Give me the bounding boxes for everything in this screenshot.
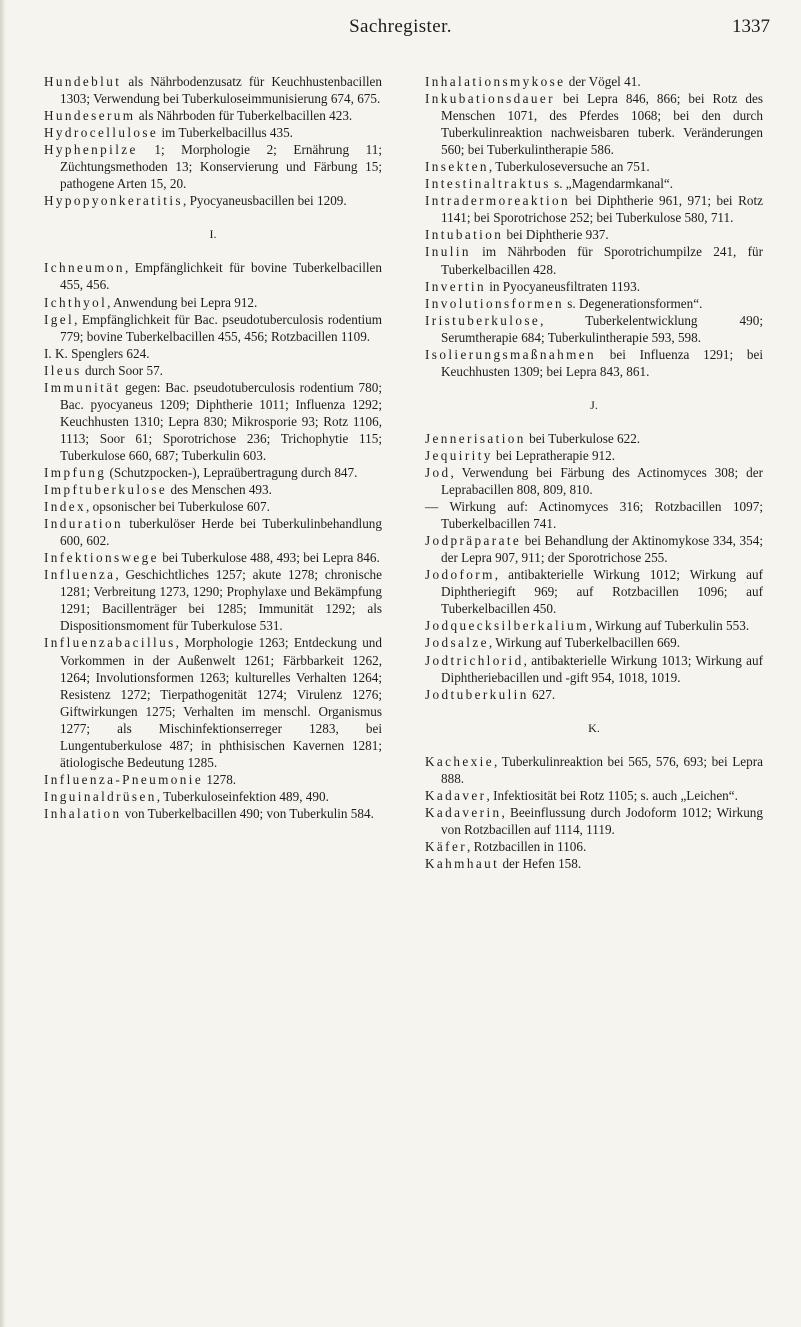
index-keyword: Influenza-Pneumonie <box>44 771 204 787</box>
index-keyword: Influenzabacillus <box>44 635 176 651</box>
index-keyword: Jodtrichlorid <box>425 652 524 668</box>
index-entry <box>44 379 382 464</box>
index-entry <box>44 362 382 379</box>
index-keyword: Jodsalze <box>425 635 489 651</box>
index-keyword: Jodtuberkulin <box>425 686 529 702</box>
index-keyword: Isolierungsmaßnahmen <box>425 346 597 362</box>
index-entry <box>425 787 763 804</box>
index-entry <box>44 107 382 124</box>
index-keyword: Jodoform <box>425 567 495 583</box>
index-keyword: Invertin <box>425 278 486 294</box>
index-references: bei Tuberkulose 622. <box>525 430 641 446</box>
index-entry <box>44 345 382 362</box>
index-references: von Tuberkelbacillen 490; von Tuberkulin 584. <box>121 805 374 821</box>
index-entry <box>425 175 763 192</box>
index-entry <box>425 804 763 838</box>
index-references: , antibakterielle Wirkung 1012; Wirkung auf Diphtheriegift 969; auf Rotzbacillen 1096; auf Tuberkelbacillen 450. <box>441 567 763 617</box>
index-references: bei Tuberkulose 488, 493; bei Lepra 846. <box>158 550 380 566</box>
index-entry <box>425 158 763 175</box>
index-references: s. Degenerationsformen“. <box>563 295 703 311</box>
index-entry <box>44 566 382 634</box>
index-references: , Infektiosität bei Rotz 1105; s. auch „Leichen“. <box>486 787 738 803</box>
index-references: , Beeinflussung durch Jodoform 1012; Wirkung von Rotzbacillen auf 1114, 1119. <box>441 804 763 837</box>
index-references: , Pyocyaneusbacillen bei 1209. <box>182 193 347 209</box>
index-references: , antibakterielle Wirkung 1013; Wirkung auf Diphtheriebacillen und -gift 954, 1018, 1019. <box>441 652 763 685</box>
index-references: , Tuberkuloseversuche an 751. <box>488 159 650 175</box>
index-entry <box>44 481 382 498</box>
page-header <box>0 0 801 60</box>
index-keyword: Ichthyol <box>44 294 108 310</box>
index-references: bei Behandlung der Aktinomykose 334, 354; der Lepra 907, 911; der Sporotrichose 255. <box>441 533 763 566</box>
index-keyword: Inkubationsdauer <box>425 91 555 107</box>
index-references: , Tuberkuloseinfektion 489, 490. <box>156 788 329 804</box>
index-entry <box>425 278 763 295</box>
index-entry <box>425 73 763 90</box>
index-entry <box>44 464 382 481</box>
index-keyword: Involutionsformen <box>425 295 564 311</box>
index-entry <box>44 515 382 549</box>
index-keyword: Inhalation <box>44 805 122 821</box>
index-keyword: Intubation <box>425 227 504 243</box>
index-keyword: Iristuberkulose <box>425 312 541 328</box>
index-references: des Menschen 493. <box>167 482 272 498</box>
index-entry <box>425 532 763 566</box>
index-entry <box>425 753 763 787</box>
index-entry <box>425 838 763 855</box>
index-entry <box>425 634 763 651</box>
index-references: gegen: Bac. pseudotuberculosis rodentium 780; Bac. pyocyaneus 1209; Diphtherie 1011; Influenza 1292; Keuchhusten 1310; Lepra 830; Mikrosporie 93; Rotz 1106, 1113; Soor 61; Sporotrichose 236; Trichophytie 115; Tuberkulose 660, 687; Tuberkulin 603. <box>60 379 382 463</box>
index-references: , Tuberkelentwicklung 490; Serumtherapie 684; Tuberkulintherapie 593, 598. <box>441 312 763 345</box>
index-references: im Tuberkelbacillus 435. <box>158 125 293 141</box>
index-entry <box>425 652 763 686</box>
index-references: bei Diphtherie 961, 971; bei Rotz 1141; bei Sporotrichose 252; bei Tuberkulose 580, 711. <box>441 193 763 226</box>
index-references: der Hefen 158. <box>499 855 582 871</box>
index-entry <box>425 192 763 226</box>
index-references: 627. <box>528 686 556 702</box>
index-keyword: Insekten <box>425 159 489 175</box>
index-keyword: Inguinaldrüsen <box>44 788 157 804</box>
index-entry <box>425 243 763 277</box>
page-number: 1337 <box>732 16 770 37</box>
index-entry <box>44 788 382 805</box>
index-entry <box>44 311 382 345</box>
index-entry <box>44 549 382 566</box>
index-entry <box>44 294 382 311</box>
index-references: durch Soor 57. <box>81 362 163 378</box>
index-references: I. K. Spenglers 624. <box>44 345 150 361</box>
index-entry <box>425 617 763 634</box>
page-edge-shadow <box>0 0 6 1327</box>
index-keyword: Immunität <box>44 379 121 395</box>
index-keyword: Kadaverin <box>425 804 502 820</box>
index-entry <box>425 566 763 617</box>
index-entry <box>425 498 763 532</box>
index-references: , Anwendung bei Lepra 912. <box>107 294 258 310</box>
index-keyword: Influenza <box>44 567 116 583</box>
index-keyword: Inulin <box>425 244 471 260</box>
index-keyword: Impfung <box>44 464 107 480</box>
index-column-right <box>425 73 763 872</box>
index-references: tuberkulöser Herde bei Tuberkulinbehandlung 600, 602. <box>60 516 382 549</box>
index-entry <box>44 498 382 515</box>
index-keyword: Hyphenpilze <box>44 142 138 158</box>
index-keyword: Intestinaltraktus <box>425 176 551 192</box>
index-references: , Empfänglichkeit für bovine Tuberkelbacillen 455, 456. <box>60 260 382 293</box>
section-letter: K. <box>588 720 600 735</box>
index-entry <box>44 124 382 141</box>
index-references: bei Lepratherapie 912. <box>492 447 616 463</box>
index-keyword: Inhalationsmykose <box>425 74 566 89</box>
index-keyword: Hydrocellulose <box>44 125 159 141</box>
index-references: in Pyocyaneusfiltraten 1193. <box>485 278 641 294</box>
page-title: Sachregister. <box>349 16 452 37</box>
index-references: , Morphologie 1263; Entdeckung und Vorkommen in der Außenwelt 1261; Färbbarkeit 1262, 1264; Involutionsformen 1263; kulturelles Verhalten 1264; Resistenz 1272; Tierpathogenität 1274; Virulenz 1276; Giftwirkungen 1275; Verhalten im menschl. Organismus 1277; als Mischinfektionserreger 1283, bei Lungentuberkulose 487; in phthisischen Kavernen 1281; ätiologische Bedeutung 1285. <box>60 635 382 770</box>
index-entry <box>425 430 763 447</box>
index-references: — Wirkung auf: Actinomyces 316; Rotzbacillen 1097; Tuberkelbacillen 741. <box>425 499 763 532</box>
index-references: der Vögel 41. <box>565 74 641 89</box>
index-keyword: Käfer <box>425 838 468 854</box>
index-references: (Schutzpocken-), Lepraübertragung durch 847. <box>106 464 358 480</box>
index-entry <box>425 464 763 498</box>
index-references: , Tuberkulinreaktion bei 565, 576, 693; bei Lepra 888. <box>441 753 763 786</box>
index-references: , opsonischer bei Tuberkulose 607. <box>86 499 270 515</box>
index-entry <box>44 73 382 107</box>
index-keyword: Jequirity <box>425 447 493 463</box>
index-references: bei Lepra 846, 866; bei Rotz des Menschen 1071, des Pferdes 1068; bei den durch Tuberkulinreaktion nachweisbaren tuberk. Veränderungen 560; bei Tuberkulintherapie 586. <box>441 91 763 158</box>
index-keyword: Kadaver <box>425 787 487 803</box>
index-keyword: Jodpräparate <box>425 533 522 549</box>
index-references: s. „Magendarmkanal“. <box>550 176 674 192</box>
index-keyword: Induration <box>44 516 123 532</box>
index-keyword: Jod <box>425 464 451 480</box>
index-entry <box>44 141 382 192</box>
index-entry <box>425 295 763 312</box>
index-entry <box>44 259 382 293</box>
index-keyword: Kahmhaut <box>425 855 500 871</box>
index-keyword: Hundeblut <box>44 74 122 89</box>
index-entry <box>425 312 763 346</box>
index-entry <box>44 192 382 209</box>
index-entry <box>425 447 763 464</box>
index-entry <box>44 805 382 822</box>
index-references: , Verwendung bei Färbung des Actinomyces 308; der Leprabacillen 808, 809, 810. <box>441 464 763 498</box>
index-references: , Wirkung auf Tuberkelbacillen 669. <box>488 635 681 651</box>
index-keyword: Ichneumon <box>44 260 125 276</box>
index-entry <box>44 634 382 770</box>
index-keyword: Igel <box>44 311 75 327</box>
index-references: 1; Morphologie 2; Ernährung 11; Züchtungsmethoden 13; Konservierung und Färbung 15; pathogene Arten 15, 20. <box>60 142 382 192</box>
index-references: , Empfänglichkeit für Bac. pseudotuberculosis rodentium 779; bovine Tuberkelbacillen 455, 456; Rotzbacillen 1109. <box>60 311 382 344</box>
index-keyword: Hundeserum <box>44 108 136 124</box>
index-keyword: Index <box>44 499 87 515</box>
index-keyword: Jennerisation <box>425 430 526 446</box>
index-keyword: Intradermoreaktion <box>425 193 570 209</box>
index-entry <box>425 226 763 243</box>
index-references: , Rotzbacillen in 1106. <box>467 838 587 854</box>
index-keyword: Jodquecksilberkalium <box>425 618 589 634</box>
index-entry <box>425 90 763 158</box>
index-references: bei Diphtherie 937. <box>503 227 609 243</box>
index-references: als Nährbodenzusatz für Keuchhustenbacillen 1303; Verwendung bei Tuberkuloseimmunisierung 674, 675. <box>60 74 382 107</box>
index-references: im Nährboden für Sporotrichumpilze 241, für Tuberkelbacillen 428. <box>441 244 763 277</box>
index-keyword: Hypopyonkeratitis <box>44 193 183 209</box>
index-column-left <box>44 73 382 822</box>
index-keyword: Infektionswege <box>44 550 159 566</box>
index-entry <box>425 346 763 380</box>
index-keyword: Impftuberkulose <box>44 482 168 498</box>
section-letter: I. <box>209 227 217 242</box>
index-keyword: Ileus <box>44 362 82 378</box>
index-references: , Geschichtliches 1257; akute 1278; chronische 1281; Verbreitung 1273, 1290; Prophylaxe und Bekämpfung 1291; Bacillenträger bei 1285; Immunität 1292; als Dispositionsmoment für Tuberkulose 531. <box>60 567 382 634</box>
index-entry <box>425 686 763 703</box>
index-references: bei Influenza 1291; bei Keuchhusten 1309; bei Lepra 843, 861. <box>441 346 763 379</box>
index-entry <box>425 855 763 872</box>
index-references: als Nährboden für Tuberkelbacillen 423. <box>135 108 353 124</box>
index-references: , Wirkung auf Tuberkulin 553. <box>588 618 750 634</box>
index-keyword: Kachexie <box>425 753 494 769</box>
index-entry <box>44 771 382 788</box>
section-letter: J. <box>590 397 598 412</box>
index-references: 1278. <box>203 771 237 787</box>
